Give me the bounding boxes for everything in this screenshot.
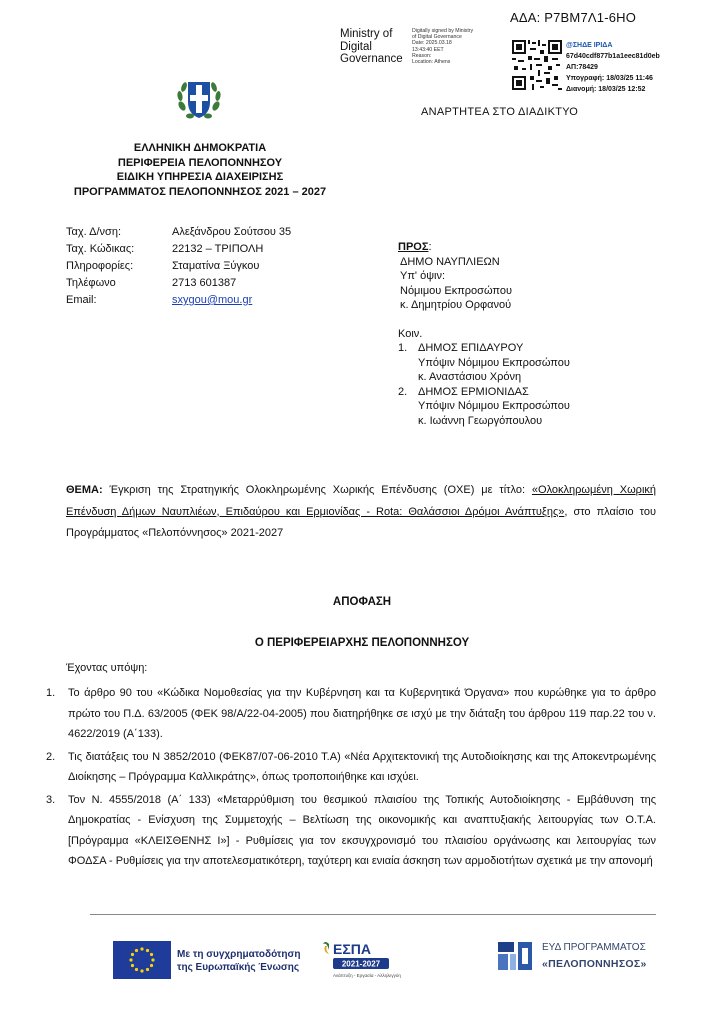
considering-label: Έχοντας υπόψη: [66,662,148,674]
espa-logo-icon [323,940,401,982]
contact-value: Αλεξάνδρου Σούτσου 35 [172,226,292,238]
cc-line: Υπόψιν Νόμιμου Εκπροσώπου [418,356,570,369]
considerations-list [46,683,656,874]
contact-row [66,292,291,309]
cc-number: 2. [398,385,408,398]
contact-row [66,224,291,241]
eu-star [151,958,154,961]
item-number: 1. [46,687,56,699]
cc-line: ΔΗΜΟΣ ΕΡΜΙΟΝΙΔΑΣ [418,385,529,398]
contact-key: Ταχ. Κώδικας: [66,243,135,255]
iris-protocol-number: ΑΠ:78429 [566,64,598,71]
ministry-line: Governance [340,53,403,65]
eu-star [140,969,143,972]
recipient-line: κ. Δημητρίου Ορφανού [400,299,512,311]
eu-flag-icon [113,941,171,979]
subject-label: ΘΕΜΑ: [66,484,103,496]
espa-years: 2021-2027 [341,959,381,969]
recipient-line: Υπ' όψιν: [400,270,446,282]
signature-line: Date: 2025.03.18 [412,40,452,47]
subject-text-end: , στο πλαίσιο του Προγράμματος «Πελοπόννησος» 2021-2027 [66,505,656,539]
cc-number: 1. [398,342,408,354]
signature-line: Digitally signed by Ministry [412,28,474,34]
epd-program-name: «ΠΕΛΟΠΟΝΝΗΣΟΣ» [542,958,647,970]
header-line: ΠΕΡΙΦΕΡΕΙΑ ΠΕΛΟΠΟΝΝΗΣΟΥ [117,156,283,169]
footer-divider [90,914,656,915]
recipients-colon: : [428,241,432,253]
signature-line: Location: Athens [412,59,451,66]
subject-text: Έγκριση της Στρατηγικής Ολοκληρωμένης Χωρικής Επένδυσης (ΟΧΕ) με τίτλο: [102,484,532,496]
eu-line: Με τη συγχρηματοδότηση [177,949,301,960]
iris-distribution-date: Διανομή: 18/03/25 12:52 [566,86,646,93]
contact-key: Πληροφορίες: [66,260,134,272]
qr-code-icon [512,40,562,90]
signature-line: 13:43:40 EET [412,46,444,53]
cc-item [398,341,570,385]
contact-row [66,275,291,292]
cc-line: ΔΗΜΟΣ ΕΠΙΔΑΥΡΟΥ [418,342,524,354]
recipient-line: Νόμιμου Εκπροσώπου [400,284,512,297]
greek-emblem-icon [176,76,222,122]
digital-signature-details [412,28,504,65]
header-line: ΕΙΔΙΚΗ ΥΠΗΡΕΣΙΑ ΔΙΑΧΕΙΡΙΣΗΣ [116,171,284,183]
list-item [46,683,656,745]
eu-star [131,964,134,967]
list-item [46,790,656,872]
cc-line: κ. Αναστάσιου Χρόνη [418,371,522,383]
eu-cofunding-text [177,948,300,974]
epd-line: ΕΥΔ ΠΡΟΓΡΑΜΜΑΤΟΣ [542,942,646,953]
eu-star [146,968,149,971]
subject-paragraph [66,480,656,545]
publish-online-note: ΑΝΑΡΤΗΤΕΑ ΣΤΟ ΔΙΑΔΙΚΤΥΟ [421,106,579,118]
iris-title: @ΣΗΔΕ ΙΡΙΔΑ [566,42,613,49]
ministry-line: Digital [340,40,372,53]
recipient-line: ΔΗΜΟ ΝΑΥΠΛΙΕΩΝ [400,255,500,268]
item-text: Τον Ν. 4555/2018 (Α΄ 133) «Μεταρρύθμιση του θεσμικού πλαισίου της Τοπικής Αυτοδιοίκησης - Εμβάθυνση της Δημοκρατίας - Ενίσχυση της Συμμετοχής – Βελτίωση της οικονομικής και αναπτυξιακής λειτουργίας των Ο.Τ.Α. [Πρόγραμμα «ΚΛΕΙΣΘΕΝΗΣ Ι»] - Ρυθμίσεις για τον εκσυγχρονισμό του πλαισίου οργάνωσης και λειτουργίας των ΦΟΔΣΑ - Ρυθμίσεις για την αποτελεσματικότερη, ταχύτερη και ενιαία άσκηση των αρμοδιοτήτων σχετικά με την απονομή [68,793,656,867]
contact-key: Ταχ. Δ/νση: [66,226,122,238]
eu-star [129,958,132,961]
eu-line: της Ευρωπαϊκής Ένωσης [177,962,300,973]
ministry-line: Ministry of [340,28,393,40]
contact-key: Email: [66,294,97,306]
list-item [46,747,656,788]
recipients-block [398,240,570,428]
cc-label: Κοιν. [398,327,423,340]
authority-header [50,141,350,199]
item-number: 2. [46,750,56,763]
ada-code: ΑΔΑ: Ρ7ΒΜ7Λ1-6ΗΟ [510,10,637,25]
decision-heading: ΑΠΟΦΑΣΗ [332,596,392,608]
recipients-title: ΠΡΟΣ [398,241,429,253]
eu-star [146,949,149,952]
eu-star [135,949,138,952]
header-line: ΠΡΟΓΡΑΜΜΑΤΟΣ ΠΕΛΟΠΟΝΝΗΣΟΣ 2021 – 2027 [73,185,327,198]
email-link[interactable]: sxygou@mou.gr [172,294,253,306]
signature-line: of Digital Governance [412,34,462,41]
epd-logo-icon [496,938,536,974]
signature-line: Reason: [412,52,432,59]
ministry-label [340,28,410,66]
item-text: Τις διατάξεις του Ν 3852/2010 (ΦΕΚ87/07-06-2010 Τ.Α) «Νέα Αρχιτεκτονική της Αυτοδιοίκησης και της Αποκεντρωμένης Διοίκησης – Πρόγραμμα Καλλικράτης», όπως τροποποιήθηκε και ισχύει. [68,750,656,783]
eu-star [140,947,143,950]
contact-value: Σταματίνα Ξύγκου [172,260,260,272]
eu-star [131,953,134,956]
epd-text [542,939,647,973]
eu-star [150,953,153,956]
contact-value: 22132 – ΤΡΙΠΟΛΗ [172,243,264,255]
contact-row [66,241,291,258]
cc-line: κ. Ιωάννη Γεωργόπουλου [418,414,543,427]
eu-star [150,964,153,967]
cc-item [398,385,570,429]
espa-title: ΕΣΠΑ [333,941,371,957]
iris-hash: 67d40cdf877b1a1eec81d0eb [566,53,660,60]
contact-details [66,224,291,309]
iris-signature-block [566,40,706,95]
eu-star [135,968,138,971]
header-line: ΕΛΛΗΝΙΚΗ ΔΗΜΟΚΡΑΤΙΑ [133,142,267,154]
item-number: 3. [46,793,56,806]
espa-subtitle: Ανάπτυξη - Εργασία - Αλληλεγγύη [333,973,401,978]
contact-value: 2713 601387 [172,277,237,289]
cc-line: Υπόψιν Νόμιμου Εκπροσώπου [418,400,570,412]
item-text: Το άρθρο 90 του «Κώδικα Νομοθεσίας για την Κυβέρνηση και τα Κυβερνητικά Όργανα» που κυρώθηκε για το άρθρο πρώτο του Π.Δ. 63/2005 (ΦΕΚ 98/Α/22-04-2005) που διατηρήθηκε σε ισχύ με την διάταξη του άρθρου 119 παρ.22 του ν. 4622/2019 (Α΄133). [68,687,656,740]
contact-key: Τηλέφωνο [66,277,116,289]
regional-governor-heading: Ο ΠΕΡΙΦΕΡΕΙΑΡΧΗΣ ΠΕΛΟΠΟΝΝΗΣΟΥ [254,637,470,649]
contact-row [66,258,291,275]
iris-signature-date: Υπογραφή: 18/03/25 11:46 [566,75,653,82]
subject-title: «Ολοκληρωμένη Χωρική Επένδυση Δήμων Ναυπλιέων, Επιδαύρου και Ερμιονίδας - Rota: Θαλάσσιοι Δρόμοι Ανάπτυξης» [66,484,657,518]
